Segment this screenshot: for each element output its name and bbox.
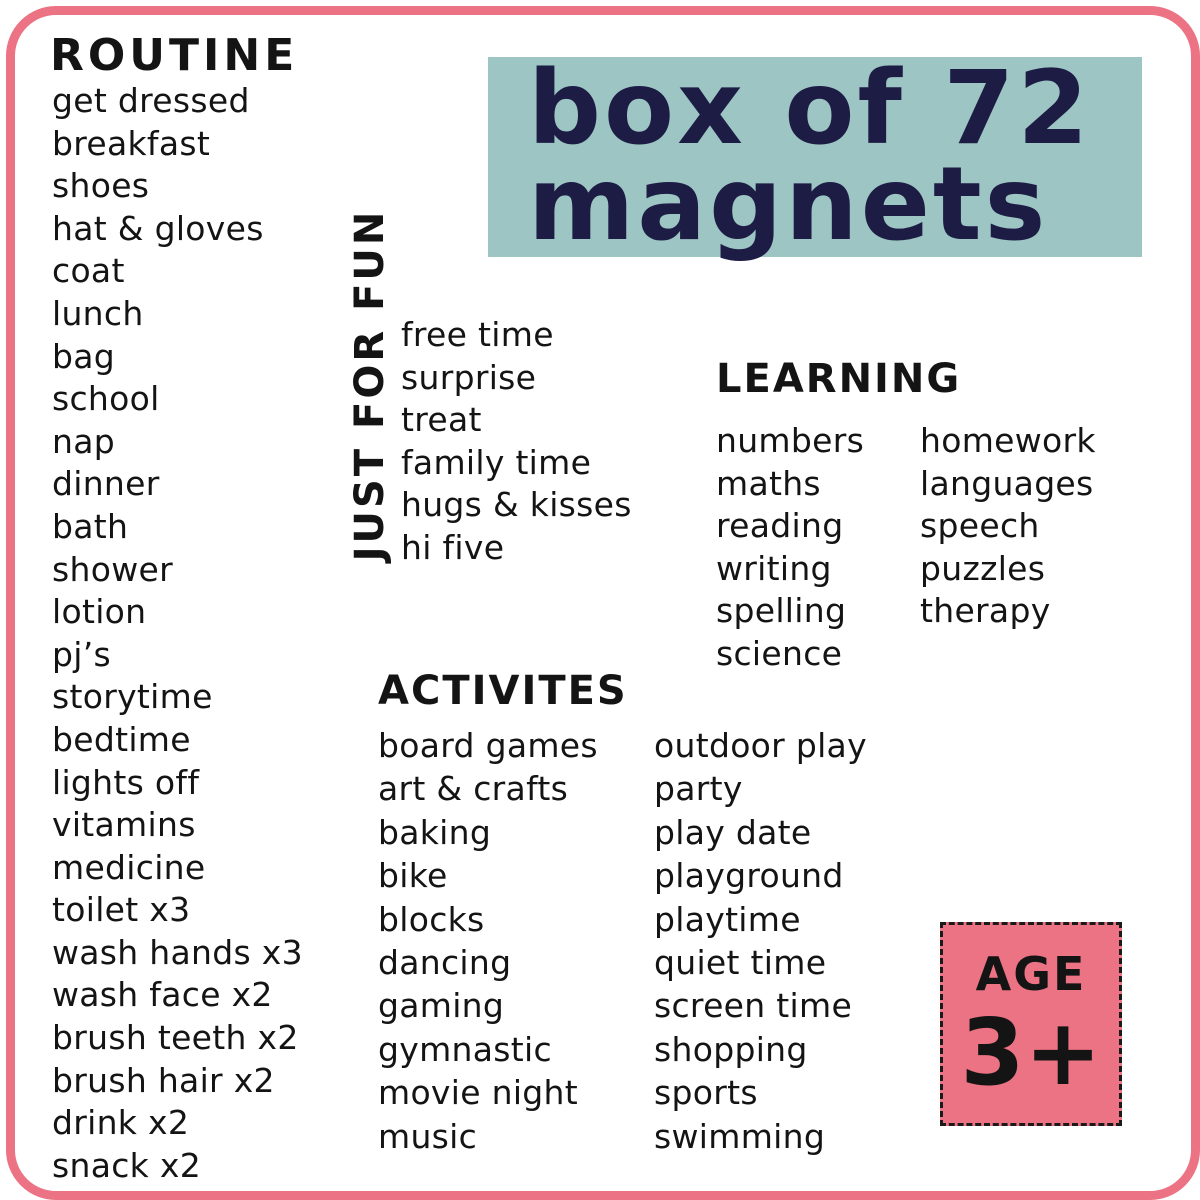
list-item: speech — [920, 506, 1040, 545]
list-item: medicine — [52, 847, 206, 887]
list-item: gymnastic — [378, 1029, 552, 1069]
title-line-2: magnets — [528, 145, 1049, 264]
list-item: toilet x3 — [52, 890, 191, 930]
list-item: treat — [401, 400, 482, 439]
list-item: gaming — [378, 986, 505, 1026]
list-item: swimming — [654, 1116, 826, 1156]
learning-list-col-2 — [920, 420, 1096, 633]
list-item: party — [654, 769, 743, 809]
list-item: screen time — [654, 986, 853, 1026]
learning-list-col-1 — [716, 420, 864, 675]
list-item: hugs & kisses — [401, 485, 632, 524]
list-item: reading — [716, 506, 844, 545]
activities-heading: ACTIVITES — [378, 668, 628, 714]
list-item: get dressed — [52, 81, 250, 120]
list-item: shower — [52, 549, 173, 589]
list-item: dancing — [378, 943, 512, 983]
list-item: snack x2 — [52, 1145, 201, 1185]
list-item: wash hands x3 — [52, 932, 303, 972]
list-item: free time — [401, 315, 554, 354]
list-item: family time — [401, 442, 592, 482]
list-item: music — [378, 1116, 478, 1156]
title-line-1: box of 72 — [528, 49, 1092, 168]
activities-list-col-1 — [378, 724, 598, 1158]
just-for-fun-heading: JUST FOR FUN — [347, 208, 393, 562]
list-item: storytime — [52, 677, 213, 717]
list-item: surprise — [401, 357, 537, 397]
list-item: school — [52, 379, 160, 419]
list-item: coat — [52, 251, 125, 291]
list-item: lights off — [52, 762, 200, 802]
list-item: art & crafts — [378, 769, 569, 809]
list-item: bedtime — [52, 719, 191, 759]
just-for-fun-list — [401, 314, 632, 569]
list-item: spelling — [716, 591, 847, 630]
list-item: numbers — [716, 421, 865, 460]
list-item: therapy — [920, 591, 1051, 630]
list-item: movie night — [378, 1073, 579, 1113]
list-item: languages — [920, 463, 1094, 503]
routine-list — [52, 80, 303, 1187]
list-item: science — [716, 633, 843, 673]
list-item: bike — [378, 856, 448, 896]
list-item: bag — [52, 336, 116, 376]
list-item: brush hair x2 — [52, 1060, 275, 1100]
age-badge — [940, 922, 1122, 1126]
list-item: puzzles — [920, 548, 1046, 588]
age-label: AGE — [975, 947, 1087, 1001]
list-item: shopping — [654, 1029, 808, 1069]
list-item: shoes — [52, 166, 150, 206]
list-item: blocks — [378, 899, 485, 939]
learning-heading: LEARNING — [716, 356, 962, 402]
title-banner — [488, 49, 1142, 264]
list-item: lunch — [52, 293, 144, 333]
list-item: hat & gloves — [52, 208, 264, 248]
list-item: maths — [716, 463, 821, 503]
routine-heading: ROUTINE — [50, 30, 299, 81]
list-item: baking — [378, 812, 492, 852]
list-item: nap — [52, 421, 115, 461]
age-value: 3+ — [960, 999, 1102, 1106]
list-item: sports — [654, 1073, 758, 1113]
list-item: writing — [716, 548, 832, 588]
list-item: lotion — [52, 592, 147, 632]
list-item: dinner — [52, 464, 160, 504]
list-item: homework — [920, 421, 1096, 460]
list-item: breakfast — [52, 123, 211, 163]
list-item: bath — [52, 506, 129, 546]
list-item: outdoor play — [654, 726, 867, 765]
list-item: board games — [378, 726, 598, 765]
list-item: play date — [654, 812, 812, 852]
list-item: vitamins — [52, 805, 196, 845]
list-item: playground — [654, 856, 844, 896]
page-title — [528, 49, 1092, 264]
list-item: drink x2 — [52, 1103, 190, 1143]
list-item: brush teeth x2 — [52, 1018, 299, 1058]
list-item: wash face x2 — [52, 975, 273, 1015]
activities-list-col-2 — [654, 724, 867, 1158]
list-item: pj’s — [52, 634, 111, 674]
list-item: quiet time — [654, 943, 827, 983]
list-item: playtime — [654, 899, 801, 939]
list-item: hi five — [401, 527, 505, 567]
